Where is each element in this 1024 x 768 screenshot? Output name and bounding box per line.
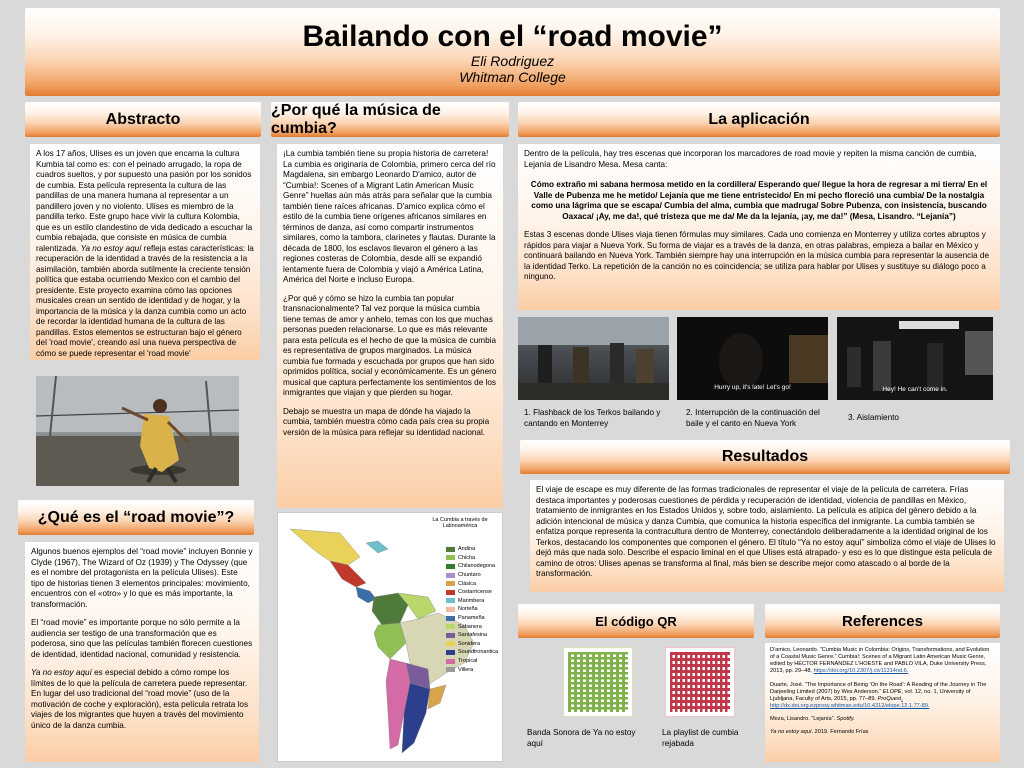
legend-swatch <box>446 650 455 655</box>
dancer-illustration <box>36 376 239 486</box>
road-movie-p1: Algunos buenos ejemplos del “road movie” incluyen Bonnie y Clyde (1967), The Wizard of Oz (1939) y The Odyssey (que es el nombre del protagonista en la película Ulises). Este tipo de historias tienen 3 elementos principales: movimiento, encuentros con el «otro» y lo que es más importante, la transformación. <box>31 547 253 609</box>
legend-swatch <box>446 598 455 603</box>
reference-meza: Meza, Lisandro. “Lejanía”. Spotify. <box>770 716 855 723</box>
qr-code-playlist[interactable] <box>666 648 734 716</box>
legend-item: Villera <box>446 665 502 674</box>
abstracto-text: A los 17 años, Ulises es un joven que encarna la cultura Kumbia tal como es: con el peinado arrugado, la ropa de cuadros sueltos, y por supuesto una pasión por los sonidos de cumbia. Esta película representa la cultura de las pandillas de una manera humana al representar a un pandillero joven y no violento. Ulises es miembro de la pandilla terko. Este grupo hace vivir la cultura Kolombia, que es un estilo clandestino de vida dedicado a escuchar la cumbia rebajada, que consiste en música de cumbia ralentizada. Ya no estoy aquí refleja estas características: la recuperación de la identidad a través de la resistencia a la asimilación, también aborda sutilmente la creciente tensión política que estaba ocurriendo Mexico con el cambio del presidente. Este proyecto examina cómo las opciones musicales crean un sentido de identidad y de hogar, y la importancia de la música y la danza cumbia como un acto de recordar la identidad humana de la cultura de las pandillas. Estos elementos se estructuran bajo el género del 'road movie', creando así una nueva perspectiva de cómo se puede representar el 'road movie' <box>36 149 254 358</box>
legend-item: Andina <box>446 545 502 554</box>
abstracto-heading: Abstracto <box>25 102 261 137</box>
legend-item: Chilanodegona <box>446 562 502 571</box>
legend-swatch <box>446 590 455 595</box>
legend-swatch <box>446 667 455 672</box>
legend-swatch <box>446 633 455 638</box>
poster-author: Eli Rodriguez <box>470 52 555 69</box>
legend-swatch <box>446 555 455 560</box>
legend-item: Marimbera <box>446 597 502 606</box>
legend-swatch <box>446 573 455 578</box>
legend-item: Norteña <box>446 605 502 614</box>
legend-item: Santafesina <box>446 631 502 640</box>
legend-item: Panameña <box>446 614 502 623</box>
abstracto-panel <box>30 144 260 360</box>
still-caption-2: 2. Interrupción de la continuación del baile y el canto en Nueva York <box>686 408 820 428</box>
reference-damico-link[interactable]: https://doi.org/10.2307/j.ctv11314nd.6. <box>813 668 909 675</box>
cumbia-map <box>277 512 503 762</box>
resultados-panel <box>530 480 1004 592</box>
aplicacion-lyrics: Cómo extraño mi sabana hermosa metido en la cordillera/ Esperando que/ llegue la hora de regresar a mi tierra/ En el Valle de Pubenza me he metido/ Lejanía que me tiene entristecido/ En mi pecho floreció una cumbia/ De la nostalgia como una lágrima que se escapa/ Cumbia del alma, cumbia que madruga/ Sobre Pubenza, con insistencia, buscando Oaxaca/ ¡Ay, me da!, qué tristeza que me da/ Me da la lejanía, ¡ay, me da!” (Mesa, Lisandro. “Lejanía”) <box>530 180 988 221</box>
references-panel <box>765 643 1000 762</box>
legend-item: Clásica <box>446 579 502 588</box>
cumbia-panel <box>277 144 503 508</box>
still1-illustration <box>518 317 669 400</box>
poster-header <box>25 8 1000 96</box>
aplicacion-heading: La aplicación <box>518 102 1000 137</box>
resultados-heading: Resultados <box>520 440 1010 474</box>
film-still-interruption <box>677 317 828 400</box>
still-caption-3: 3. Aislamiento <box>848 413 899 422</box>
cumbia-p1: ¡La cumbia también tiene su propia historia de carretera! La cumbia es originaria de Colombia, primero cerca del río Magdalena, sin embargo Leonardo D'amico, autor de “Cumbia!: Scenes of a Migrant Latin American Music Genre” huellas aún más atrás para señalar que la cumbia también tiene raíces africanas. D'amico explica cómo el estilo de la cumbia tiene orígenes africanos similares en términos de danza, así como compartir instrumentos similares, como la tambora, clarinetes y flautas. Durante la década de 1800, los esclavos llevaron el género a las regiones costeras de Colombia, desde allí se expandió lentamente fuera de Colombia y viajó a América Latina, América del Norte e incluso Europa. <box>283 149 496 284</box>
cumbia-p2: ¿Por qué y cómo se hizo la cumbia tan popular transnacionalmente? Tal vez porque la música cumbia tiene temas de amor y anhelo, temas con los que muchas personas pueden relacionarse. Lo que es más relevante para esta película es el hecho de que la música de cumbia es representativa de grupos marginados. La música cumbia fue formada y escuchada por grupos que han sido oprimidos política, social y económicamente. Es un género musical que captura perfectamente los sentimientos de los inmigrantes que viajan y que pierden su hogar. <box>283 293 497 397</box>
legend-swatch <box>446 581 455 586</box>
aplicacion-analysis: Estas 3 escenas donde Ulises viaja tienen fórmulas muy similares. Cada uno comienza en Monterrey y utiliza cortes abruptos y rápidos para viajar a Nueva York. Su forma de viajar es a través de la danza, en otras palabras, empieza a bailar en México y continuará bailando en Nueva York. También siempre hay una interrupción en la música cumbia para representar la ausencia de la identidad Terko. La repetición de la canción no es coincidencia; se utiliza para hablar por Ulises y sustituye su diálogo poco a ninguno. <box>524 230 989 281</box>
aplicacion-panel <box>518 144 1000 310</box>
cumbia-p3: Debajo se muestra un mapa de dónde ha viajado la cumbia, también muestra cómo cada país crea su propia versión de la música para reflejar su identidad nacional. <box>283 406 490 437</box>
map-title: La Cumbia a través de Latinoamérica <box>432 517 488 530</box>
road-movie-p3: Ya no estoy aquí es especial debido a cómo rompe los límites de lo que la película de carretera puede representar. En lugar del uso tradicional del “road movie” (uso de la motivación de coche y exploración), esta película retrata los viajes de los migrantes que huyen a través del movimiento único de la danza cumbia. <box>31 668 249 730</box>
qr-caption-soundtrack: Banda Sonora de Ya no estoy aquí <box>527 728 636 748</box>
legend-swatch <box>446 547 455 552</box>
legend-item: Costarricense <box>446 588 502 597</box>
reference-damico: D'amico, Leonardo. “Cumbia Music in Colombia: Origins, Transformations, and Evolution of a Coastal Music Genre.” Cumbia!: Scenes of a Migrant Latin American Music Genre, edited by HÉCTOR FERNÁNDEZ L'HOESTE and PABLO VILA, Duke University Press, 2013, pp. 29–48, https://doi.org/10.2307/j.ctv11314nd.6. <box>770 647 990 675</box>
still3-subtitle: Hey! He can't come in. <box>882 386 948 393</box>
reference-film: Ya no estoy aquí. 2019. Fernando Frías <box>770 729 869 736</box>
road-movie-p2: El “road movie” es importante porque no sólo permite a la audiencia ser testigo de una transformación que es poderosa, sino que las películas también florecen cuestiones de identidad, identidad nacional, comunidad y resistencia. <box>31 618 253 659</box>
qr-caption-playlist: La playlist de cumbia rejabada <box>662 728 739 748</box>
reference-duarte: Duarte, José. “The Importance of Being ‘On the Road’: A Reading of the Journey in The Darjeeling Limited (2007) by Wes Anderson.” ELOPE, vol. 12, no. 1, University of Ljubljana, Faculty of Arts, 2015, pp. 77–89. ProQuest, http://dx.doi.org.ezproxy.whitman.edu/10.4312/elope.12.1.77-89. <box>770 681 987 710</box>
still2-subtitle: Hurry up, it's late! Let's go! <box>714 384 791 391</box>
dancer-photo <box>36 376 239 486</box>
legend-swatch <box>446 607 455 612</box>
map-legend <box>446 545 502 674</box>
legend-item: Tropical <box>446 657 502 666</box>
legend-swatch <box>446 616 455 621</box>
cumbia-heading: ¿Por qué la música de cumbia? <box>271 102 509 137</box>
legend-swatch <box>446 659 455 664</box>
poster-title: Bailando con el “road movie” <box>302 19 723 53</box>
qr-code-soundtrack[interactable] <box>564 648 632 716</box>
legend-item: Chuntaro <box>446 571 502 580</box>
legend-swatch <box>446 641 455 646</box>
film-still-isolation <box>837 317 993 400</box>
road-movie-heading: ¿Qué es el “road movie”? <box>18 500 254 535</box>
legend-item: Sabanera <box>446 622 502 631</box>
legend-swatch <box>446 624 455 629</box>
legend-item: Sonidera <box>446 640 502 649</box>
still-caption-1: 1. Flashback de los Terkos bailando y cantando en Monterrey <box>524 408 661 428</box>
legend-swatch <box>446 564 455 569</box>
resultados-text: El viaje de escape es muy diferente de las formas tradicionales de representar el viaje de la película de carretera. Frías destaca importantes y poderosas cuestiones de pérdida y recuperación de identidad, violencia de pandillas en México, tratamiento de inmigrantes en los Estados Unidos y, sobre todo, aislamiento. La película es atípica del género debido a la adición intencional de música y danza Cumbia, que comunica la historia específica del inmigrante. La cumbia también se enfatiza porque representa la contracultura dentro de Monterrey, conectándolo deliberadamente a la identidad original de los Terkos, destacando los componentes que componen el género. El título “Ya no estoy aquí” simboliza cómo el viaje de Ulises lo dejó más que nada solo. Describe el espacio liminal en el que Ulises está atrapado- y eso es lo que distingue esta película de camino de otros: Ulises apenas se transforma al final, más bien se describe mejor como atascado o al borde de la transformación. <box>536 485 996 578</box>
legend-item: Soundtronantica <box>446 648 502 657</box>
film-still-flashback <box>518 317 669 400</box>
aplicacion-intro: Dentro de la película, hay tres escenas que incorporan los marcadores de road movie y repiten la misma canción de cumbia, Lejanía de Lisandro Mesa. Mesa canta: <box>524 149 977 169</box>
references-heading: References <box>765 604 1000 638</box>
reference-duarte-link[interactable]: , http://dx.doi.org.ezproxy.whitman.edu/10.4312/elope.12.1.77-89. <box>770 695 930 710</box>
poster-institution: Whitman College <box>459 68 566 85</box>
legend-item: Chicha <box>446 554 502 563</box>
road-movie-panel <box>25 542 259 762</box>
qr-heading: El código QR <box>518 604 754 638</box>
